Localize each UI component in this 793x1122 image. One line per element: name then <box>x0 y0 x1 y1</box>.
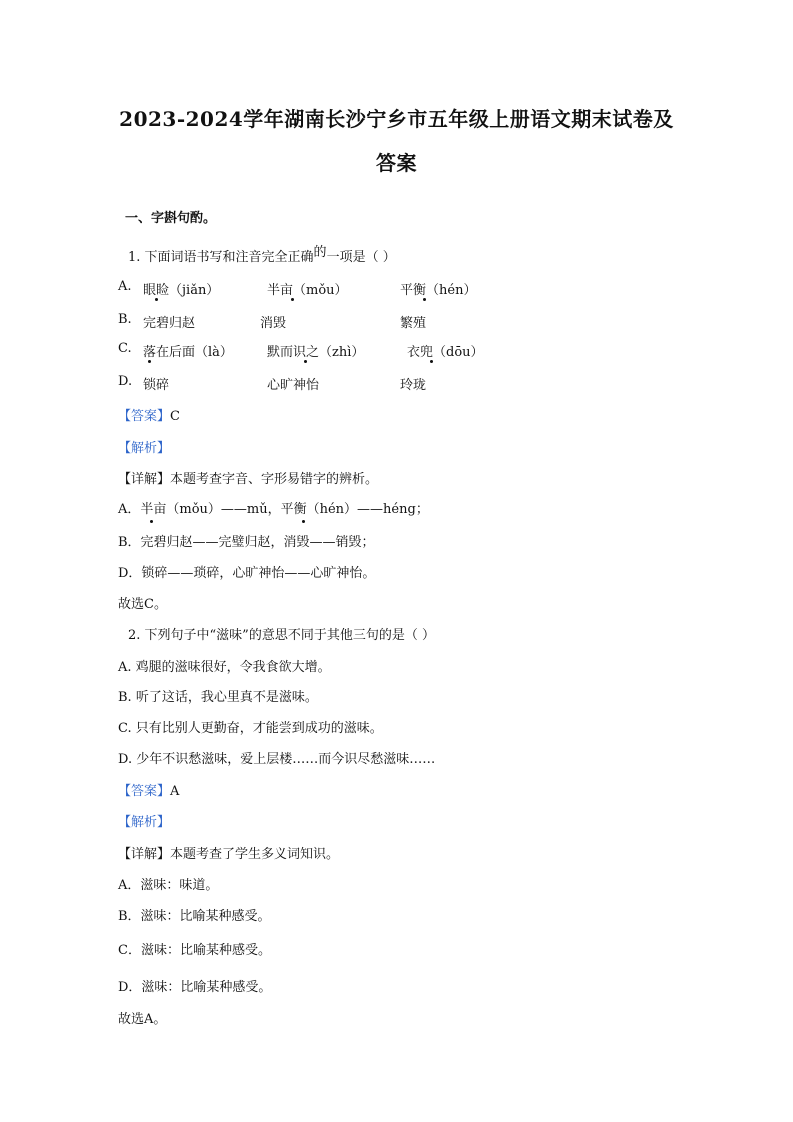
q2-answer <box>118 780 179 799</box>
q2-explanation-d: D．滋味：比喻某种感受。 <box>118 980 272 995</box>
title-line-1: 2023-2024学年湖南长沙宁乡市五年级上册语文期末试卷及 <box>119 107 674 131</box>
q1-option-b-word1: 完碧归赵 <box>143 316 196 331</box>
section-heading: 一、字斟句酌。 <box>125 211 217 226</box>
q1-option-c-word3: 衣兜（dōu） <box>407 345 484 360</box>
q1-option-a-word1: 眼睑（jiǎn） <box>143 283 220 298</box>
answer-value: C <box>170 409 180 424</box>
q1-option-b-word3: 繁殖 <box>400 316 427 331</box>
q2-detail: 【详解】本题考查了学生多义词知识。 <box>118 847 340 862</box>
q1-conclusion: 故选C。 <box>118 597 167 612</box>
q2-option-c: C. 只有比别人更勤奋，才能尝到成功的滋味。 <box>118 721 383 736</box>
q2-option-a: A. 鸡腿的滋味很好，令我食欲大增。 <box>118 660 331 675</box>
q2-explanation-c: C．滋味：比喻某种感受。 <box>118 943 271 958</box>
q1-explanation-a: A．半亩（mǒu）——mǔ，平衡（hén）——héng； <box>118 502 429 517</box>
answer-tag: 【答案】 <box>118 784 171 799</box>
q1-stem-start: 1. 下面词语书写和注音完全正确 <box>128 250 314 265</box>
q1-option-d-word2: 心旷神怡 <box>267 378 320 393</box>
q2-option-b: B. 听了这话，我心里真不是滋味。 <box>118 690 318 705</box>
q2-explanation-a: A．滋味：味道。 <box>118 878 219 893</box>
q2-explanation-b: B．滋味：比喻某种感受。 <box>118 909 271 924</box>
q1-analysis-tag: 【解析】 <box>118 441 171 456</box>
q1-explanation-d: D．锁碎——琐碎，心旷神怡——心旷神怡。 <box>118 566 376 581</box>
q1-option-c-label: C. <box>118 341 132 356</box>
q2-conclusion: 故选A。 <box>118 1012 167 1027</box>
q1-option-a-word3: 平衡（hén） <box>400 283 477 298</box>
q1-option-c-word1: 落在后面（là） <box>143 345 233 360</box>
q1-option-a-word2: 半亩（mǒu） <box>267 283 348 298</box>
title-line-2: 答案 <box>376 151 417 175</box>
emphasis-dot <box>148 360 151 363</box>
q1-option-b-word2: 消毁 <box>260 316 287 331</box>
q1-detail: 【详解】本题考查字音、字形易错字的辨析。 <box>118 472 379 487</box>
emphasis-dot <box>150 520 153 523</box>
q1-option-d-word1: 锁碎 <box>143 378 170 393</box>
q1-option-c-word2: 默而识之（zhì） <box>267 345 365 360</box>
emphasis-dot <box>430 360 433 363</box>
q1-option-d-word3: 玲珑 <box>400 378 427 393</box>
answer-value: A <box>170 784 180 799</box>
q1-option-a-label: A. <box>118 279 132 294</box>
q1-option-d-label: D. <box>118 374 133 389</box>
q1-explanation-b: B．完碧归赵——完璧归赵，消毁——销毁； <box>118 535 375 550</box>
q2-option-d: D. 少年不识愁滋味，爱上层楼……而今识尽愁滋味…… <box>118 752 436 767</box>
q1-option-b-label: B. <box>118 312 132 327</box>
q1-stem <box>128 246 396 265</box>
emphasis-dot <box>423 298 426 301</box>
emphasis-dot <box>302 520 305 523</box>
q1-stem-end: 一项是（ ） <box>326 250 396 265</box>
emphasis-dot <box>155 298 158 301</box>
emphasis-dot <box>291 298 294 301</box>
q1-answer <box>118 405 180 424</box>
q1-stem-superscript: 的 <box>313 245 327 260</box>
q2-stem: 2. 下列句子中“滋味”的意思不同于其他三句的是（ ） <box>128 628 435 643</box>
emphasis-dot <box>304 360 307 363</box>
q2-analysis-tag: 【解析】 <box>118 815 171 830</box>
answer-tag: 【答案】 <box>118 409 171 424</box>
